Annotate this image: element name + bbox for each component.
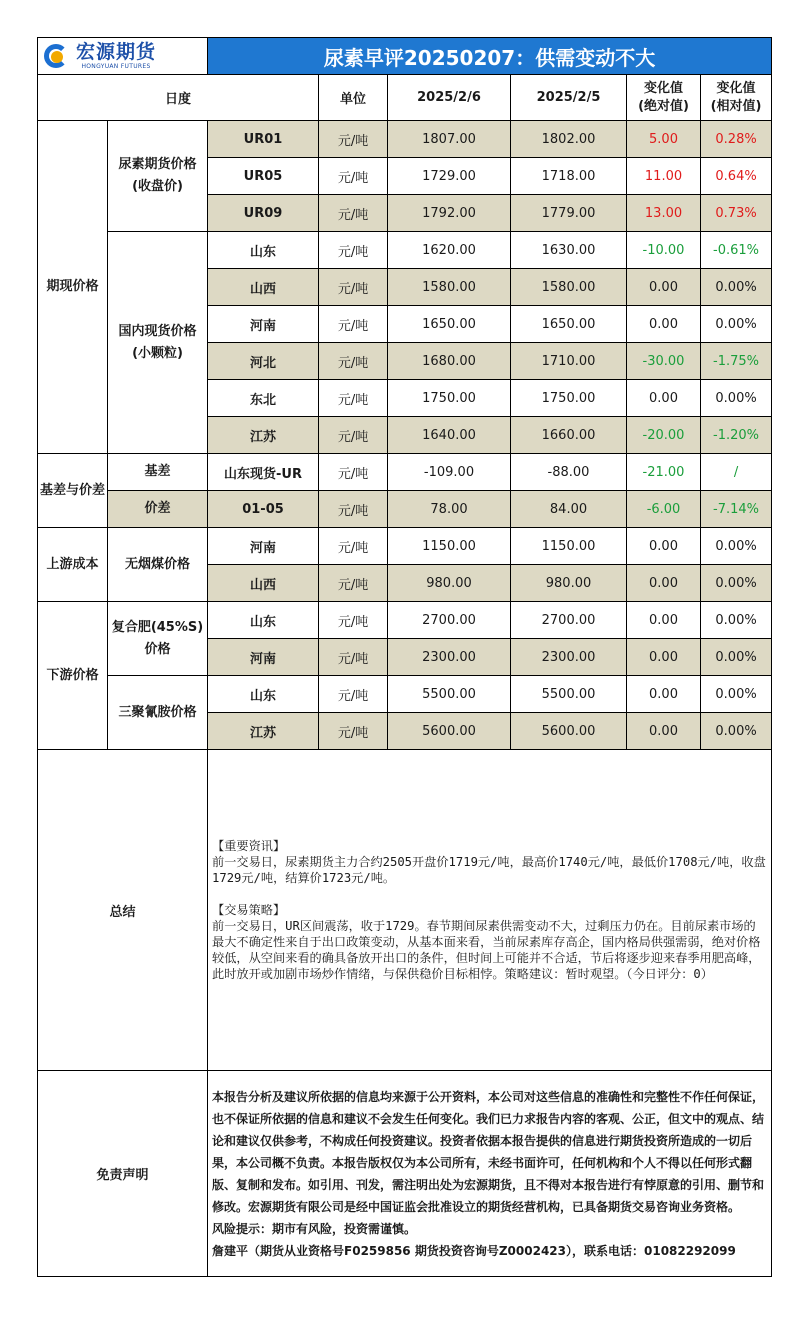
row-abs-change: 0.00	[627, 306, 701, 343]
row-rel-change: 0.00%	[701, 380, 772, 417]
row-unit: 元/吨	[319, 528, 388, 565]
row-abs-change: -10.00	[627, 232, 701, 269]
row-unit: 元/吨	[319, 639, 388, 676]
table-row	[38, 676, 772, 713]
row-value-date1: 1680.00	[388, 343, 511, 380]
row-abs-change: -6.00	[627, 491, 701, 528]
row-item: UR05	[208, 158, 319, 195]
row-item: 山西	[208, 269, 319, 306]
row-abs-change: -30.00	[627, 343, 701, 380]
row-rel-change: -0.61%	[701, 232, 772, 269]
row-abs-change: -21.00	[627, 454, 701, 491]
table-row	[38, 121, 772, 158]
row-value-date2: 1150.00	[511, 528, 627, 565]
disclaimer-content	[208, 1071, 772, 1277]
table-row	[38, 491, 772, 528]
row-rel-change: -7.14%	[701, 491, 772, 528]
row-item: 江苏	[208, 713, 319, 750]
row-unit: 元/吨	[319, 454, 388, 491]
group-compound: 复合肥(45%S) 价格	[108, 602, 208, 676]
row-abs-change: -20.00	[627, 417, 701, 454]
row-unit: 元/吨	[319, 491, 388, 528]
disclaimer-body: 本报告分析及建议所依据的信息均来源于公开资料，本公司对这些信息的准确性和完整性不作任何保证，也不保证所依据的信息和建议不会发生任何变化。我们已力求报告内容的客观、公正，但文中的观点、结论和建议仅供参考，不构成任何投资建议。投资者依据本报告提供的信息进行期货投资所造成的一切后果，本公司概不负责。本报告版权仅为本公司所有，未经书面许可，任何机构和个人不得以任何形式翻版、复制和发布。如引用、刊发，需注明出处为宏源期货，且不得对本报告进行有悖原意的引用、删节和修改。宏源期货有限公司是经中国证监会批准设立的期货经营机构，已具备期货交易咨询业务资格。	[212, 1089, 765, 1214]
disclaimer-label: 免责声明	[38, 1071, 208, 1277]
row-item: 河南	[208, 306, 319, 343]
row-item: 河南	[208, 639, 319, 676]
row-item: UR09	[208, 195, 319, 232]
row-rel-change: -1.20%	[701, 417, 772, 454]
row-item: 山东现货-UR	[208, 454, 319, 491]
row-value-date1: 1580.00	[388, 269, 511, 306]
col-date2: 2025/2/5	[511, 75, 627, 121]
row-abs-change: 11.00	[627, 158, 701, 195]
summary-label: 总结	[38, 750, 208, 1071]
row-value-date2: 980.00	[511, 565, 627, 602]
group-futures-price: 尿素期货价格 (收盘价)	[108, 121, 208, 232]
row-abs-change: 0.00	[627, 269, 701, 306]
row-value-date1: 1150.00	[388, 528, 511, 565]
row-value-date2: 2700.00	[511, 602, 627, 639]
row-abs-change: 0.00	[627, 528, 701, 565]
group-spot-futures: 期现价格	[38, 121, 108, 454]
row-item: 山西	[208, 565, 319, 602]
row-item: 河南	[208, 528, 319, 565]
row-value-date2: 1650.00	[511, 306, 627, 343]
hongyuan-logo-icon	[42, 41, 72, 71]
row-value-date1: 5600.00	[388, 713, 511, 750]
row-abs-change: 0.00	[627, 380, 701, 417]
news-body: 前一交易日，尿素期货主力合约2505开盘价1719元/吨，最高价1740元/吨，最低价1708元/吨，收盘1729元/吨，结算价1723元/吨。	[212, 855, 766, 885]
row-unit: 元/吨	[319, 306, 388, 343]
table-row	[38, 232, 772, 269]
report	[37, 37, 771, 1277]
row-rel-change: 0.00%	[701, 602, 772, 639]
row-value-date2: 1779.00	[511, 195, 627, 232]
row-value-date2: 1710.00	[511, 343, 627, 380]
row-value-date1: 78.00	[388, 491, 511, 528]
price-table	[37, 37, 772, 1277]
row-value-date2: 2300.00	[511, 639, 627, 676]
row-value-date1: 1807.00	[388, 121, 511, 158]
row-unit: 元/吨	[319, 158, 388, 195]
group-anthracite: 无烟煤价格	[108, 528, 208, 602]
table-header	[38, 75, 772, 121]
row-value-date2: 1718.00	[511, 158, 627, 195]
row-value-date1: -109.00	[388, 454, 511, 491]
risk-note: 风险提示：期市有风险，投资需谨慎。	[212, 1221, 417, 1236]
row-item: UR01	[208, 121, 319, 158]
summary-content	[208, 750, 772, 1071]
row-rel-change: /	[701, 454, 772, 491]
page-title: 尿素早评20250207：供需变动不大	[208, 38, 772, 75]
row-unit: 元/吨	[319, 713, 388, 750]
table-row	[38, 602, 772, 639]
row-value-date2: 1802.00	[511, 121, 627, 158]
row-value-date1: 2700.00	[388, 602, 511, 639]
logo-en: HONGYUAN FUTURES	[81, 62, 151, 70]
row-item: 东北	[208, 380, 319, 417]
row-rel-change: 0.64%	[701, 158, 772, 195]
row-rel-change: 0.00%	[701, 306, 772, 343]
row-abs-change: 0.00	[627, 565, 701, 602]
row-value-date2: 1660.00	[511, 417, 627, 454]
strategy-body: 前一交易日，UR区间震荡，收于1729。春节期间尿素供需变动不大，过剩压力仍在。目前尿素市场的最大不确定性来自于出口政策变动，从基本面来看，当前尿素库存高企，国内格局供强需弱，绝对价格较低，从空间来看的确具备放开出口的条件，但时间上可能并不合适，节后将逐步迎来春季用肥高峰，此时放开或加剧市场炒作情绪，与保供稳价目标相悖。策略建议：暂时观望。（今日评分：0）	[212, 919, 761, 981]
row-value-date2: -88.00	[511, 454, 627, 491]
row-rel-change: 0.73%	[701, 195, 772, 232]
group-melamine: 三聚氰胺价格	[108, 676, 208, 750]
author-line: 詹建平（期货从业资格号F0259856 期货投资咨询号Z0002423），联系电话：01082292099	[212, 1243, 736, 1258]
row-rel-change: 0.00%	[701, 639, 772, 676]
row-unit: 元/吨	[319, 232, 388, 269]
row-unit: 元/吨	[319, 380, 388, 417]
group-spot-price: 国内现货价格 (小颗粒)	[108, 232, 208, 454]
row-rel-change: 0.00%	[701, 528, 772, 565]
row-abs-change: 5.00	[627, 121, 701, 158]
col-abs-change: 变化值 (绝对值)	[627, 75, 701, 121]
row-unit: 元/吨	[319, 343, 388, 380]
row-value-date1: 1650.00	[388, 306, 511, 343]
row-value-date1: 1750.00	[388, 380, 511, 417]
row-value-date1: 5500.00	[388, 676, 511, 713]
row-value-date1: 980.00	[388, 565, 511, 602]
row-rel-change: -1.75%	[701, 343, 772, 380]
table-row	[38, 528, 772, 565]
row-item: 河北	[208, 343, 319, 380]
row-item: 江苏	[208, 417, 319, 454]
row-abs-change: 0.00	[627, 713, 701, 750]
news-heading: 【重要资讯】	[212, 839, 286, 853]
col-rel-change: 变化值 (相对值)	[701, 75, 772, 121]
group-basis-spread: 基差与价差	[38, 454, 108, 528]
row-item: 01-05	[208, 491, 319, 528]
group-spread: 价差	[108, 491, 208, 528]
row-rel-change: 0.00%	[701, 713, 772, 750]
row-unit: 元/吨	[319, 565, 388, 602]
strategy-heading: 【交易策略】	[212, 903, 286, 917]
row-item: 山东	[208, 602, 319, 639]
row-rel-change: 0.00%	[701, 676, 772, 713]
row-item: 山东	[208, 232, 319, 269]
row-value-date2: 84.00	[511, 491, 627, 528]
row-abs-change: 0.00	[627, 602, 701, 639]
row-abs-change: 13.00	[627, 195, 701, 232]
row-value-date2: 5500.00	[511, 676, 627, 713]
row-value-date1: 1640.00	[388, 417, 511, 454]
row-unit: 元/吨	[319, 269, 388, 306]
logo-cn: 宏源期货	[76, 40, 157, 63]
table-row	[38, 454, 772, 491]
row-value-date2: 1630.00	[511, 232, 627, 269]
group-downstream: 下游价格	[38, 602, 108, 750]
col-unit: 单位	[319, 75, 388, 121]
row-value-date1: 1729.00	[388, 158, 511, 195]
row-rel-change: 0.00%	[701, 565, 772, 602]
row-abs-change: 0.00	[627, 639, 701, 676]
row-value-date1: 1620.00	[388, 232, 511, 269]
row-unit: 元/吨	[319, 676, 388, 713]
row-unit: 元/吨	[319, 602, 388, 639]
row-abs-change: 0.00	[627, 676, 701, 713]
row-value-date2: 1750.00	[511, 380, 627, 417]
logo	[38, 38, 208, 75]
col-date1: 2025/2/6	[388, 75, 511, 121]
col-indicator: 日度	[38, 75, 319, 121]
row-value-date2: 1580.00	[511, 269, 627, 306]
row-unit: 元/吨	[319, 195, 388, 232]
row-value-date1: 2300.00	[388, 639, 511, 676]
row-unit: 元/吨	[319, 121, 388, 158]
row-value-date2: 5600.00	[511, 713, 627, 750]
row-rel-change: 0.00%	[701, 269, 772, 306]
row-value-date1: 1792.00	[388, 195, 511, 232]
group-basis: 基差	[108, 454, 208, 491]
row-item: 山东	[208, 676, 319, 713]
row-rel-change: 0.28%	[701, 121, 772, 158]
row-unit: 元/吨	[319, 417, 388, 454]
group-upstream: 上游成本	[38, 528, 108, 602]
